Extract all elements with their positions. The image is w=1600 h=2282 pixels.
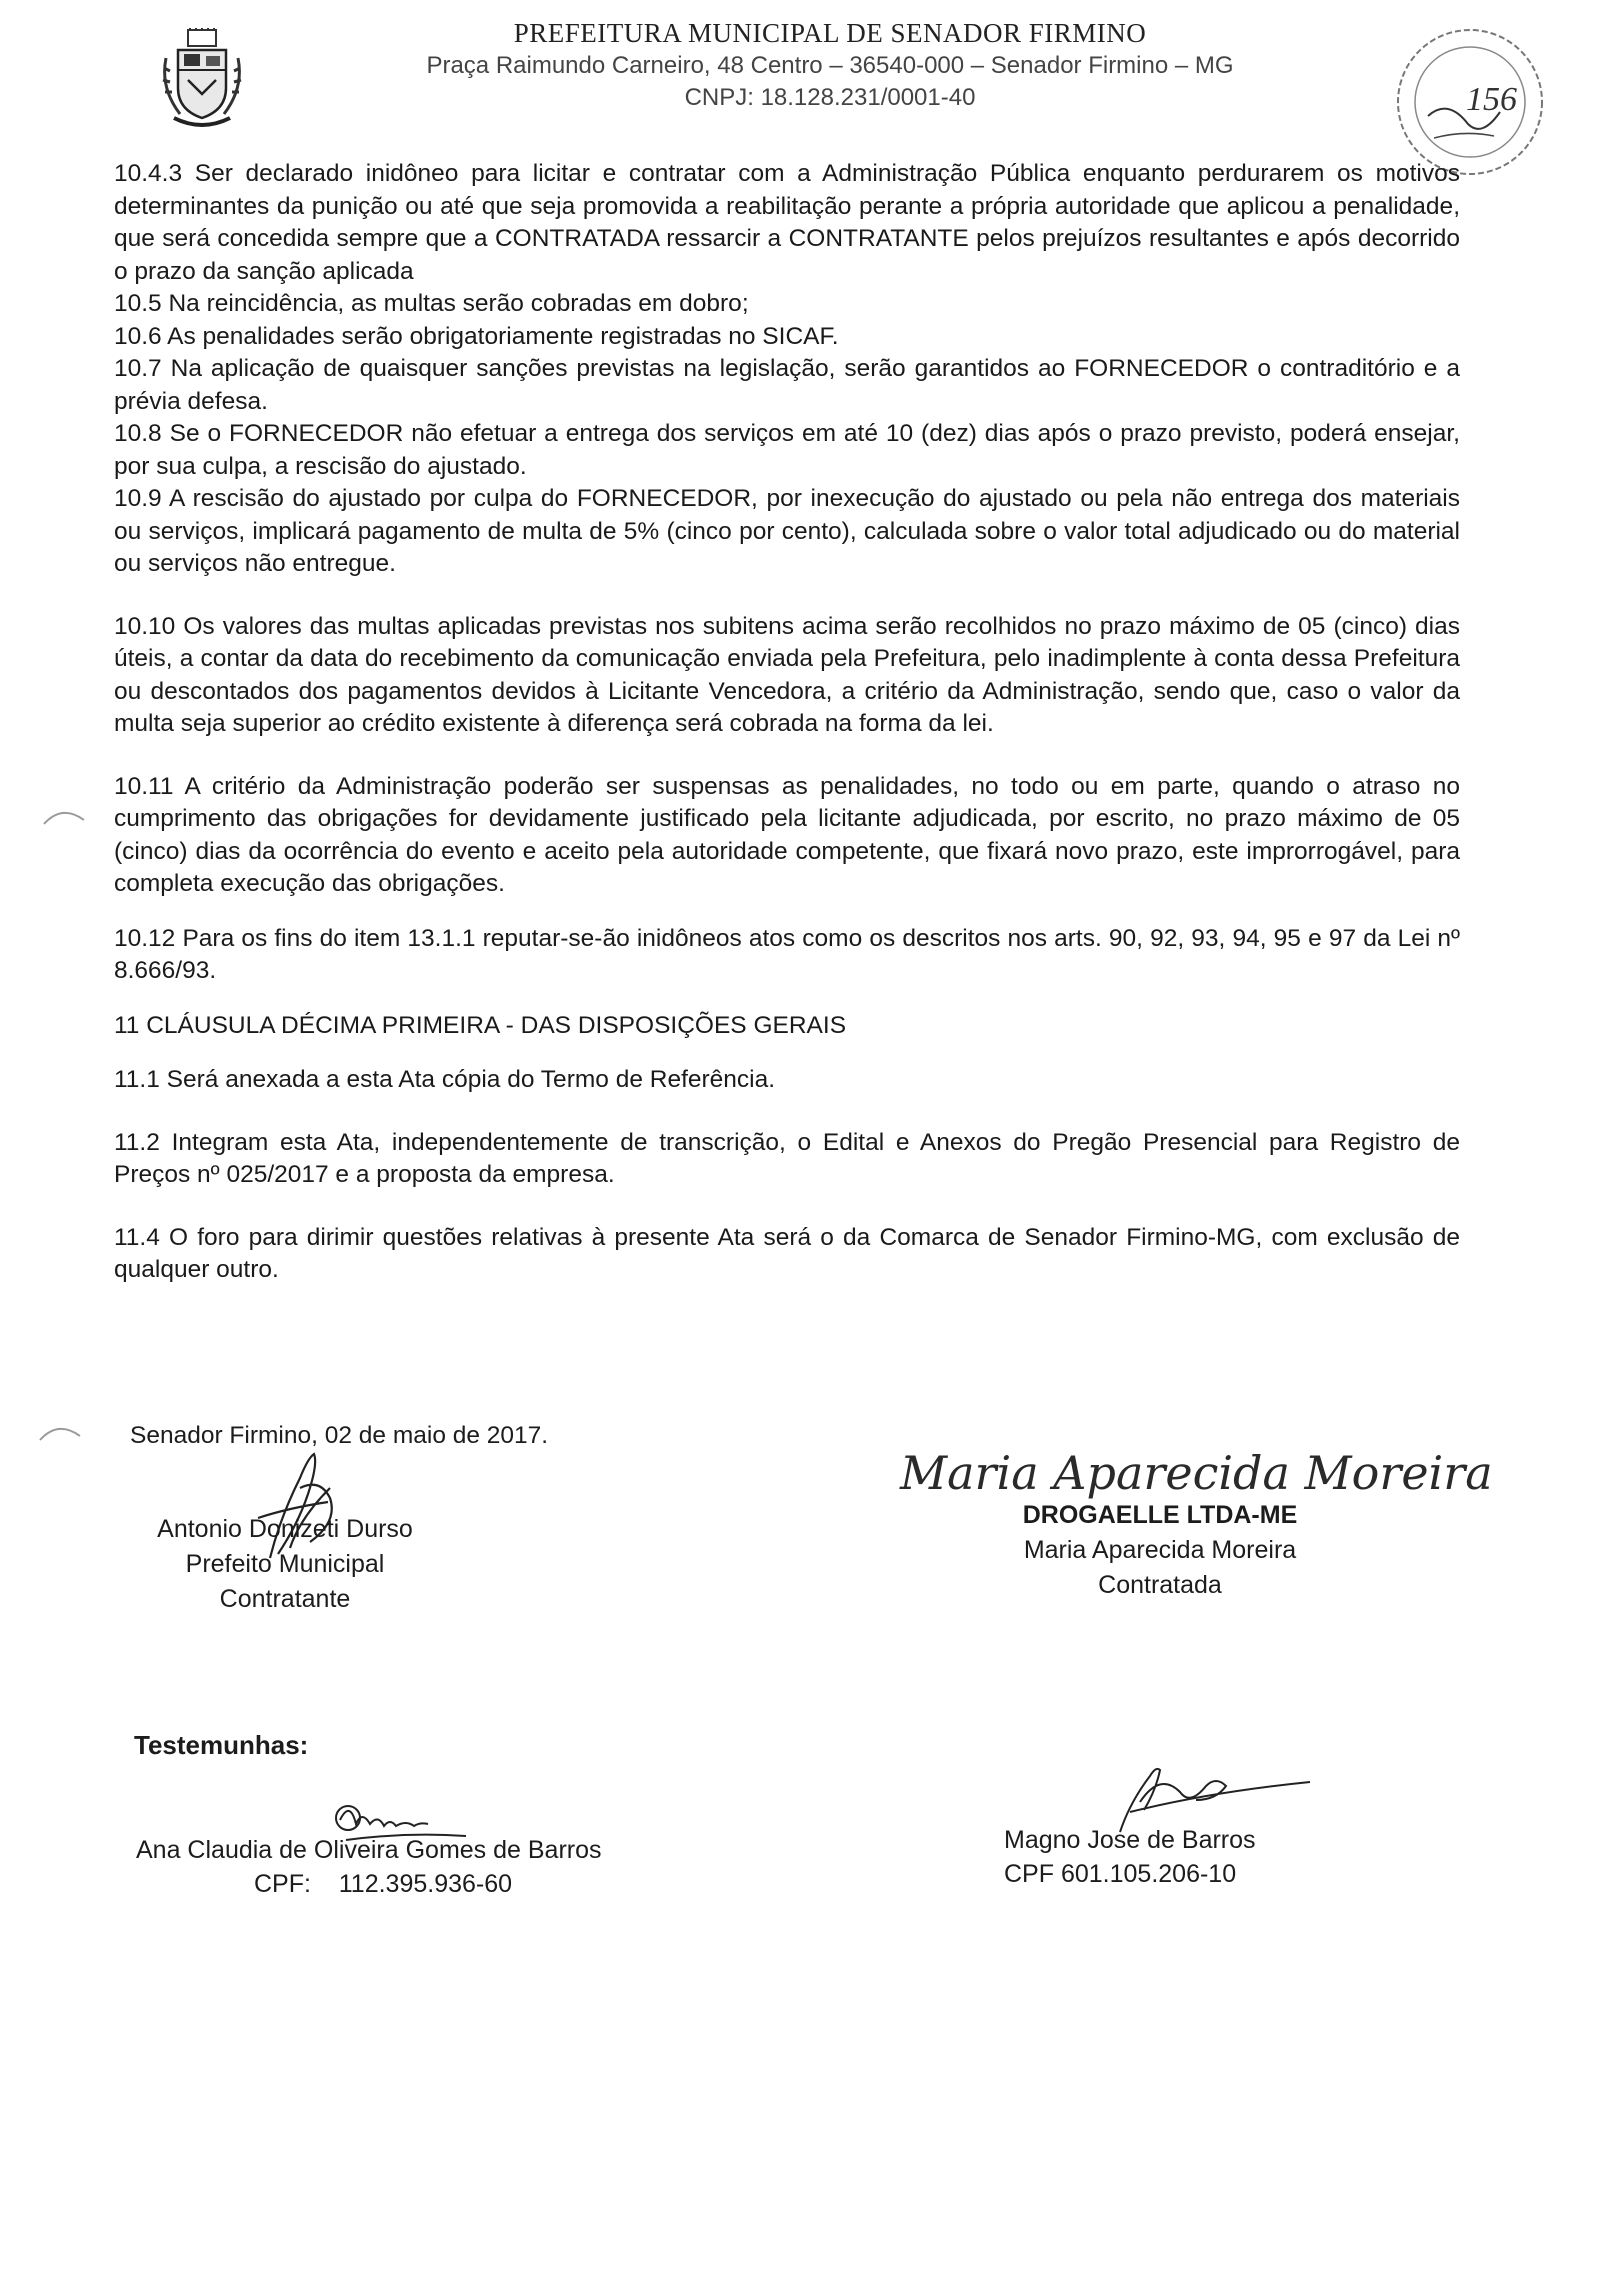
clause-11-1: 11.1 Será anexada a esta Ata cópia do Termo de Referência. [114,1066,776,1093]
cpf-number: 601.105.206-10 [1060,1860,1237,1888]
organization-address: Praça Raimundo Carneiro, 48 Centro – 36540-000 – Senador Firmino – MG [426,52,1234,79]
clause-10-12: 10.12 Para os fins do item 13.1.1 reputar-se-ão inidôneos atos como os descritos nos arts. 90, 92, 93, 94, 95 e 97 da Lei nº 8.666/93. [114,924,1460,984]
clause-10-11: 10.11 A critério da Administração poderão ser suspensas as penalidades, no todo ou em parte, quando o atraso no cumprimento das obrigações for devidamente justificado pela licitante adjudicada, por escrito, no prazo máximo de 05 (cinco) dias da ocorrência do evento e aceito pela autoridade competente, que fixará novo prazo, este improrrogável, para completa execução das obrigações. [114,772,1460,897]
clause-10-6: 10.6 As penalidades serão obrigatoriamente registradas no SICAF. [114,322,839,350]
organization-name: PREFEITURA MUNICIPAL DE SENADOR FIRMINO [513,18,1147,48]
clause-10-4-3: 10.4.3 Ser declarado inidôneo para licitar e contratar com a Administração Pública enquanto perdurarem os motivos determinantes da punição ou até que seja promovida a reabilitação perante a própria autoridade que aplicou a penalidade, que será concedida sempre que a CONTRATADA ressarcir a CONTRATANTE pelos prejuízos resultantes e após decorrido o prazo da sanção aplicada [114,160,1460,285]
clause-10-10: 10.10 Os valores das multas aplicadas previstas nos subitens acima serão recolhidos no prazo máximo de 05 (cinco) dias úteis, a contar da data do recebimento da comunicação enviada pela Prefeitura, pelo inadimplente à conta dessa Prefeitura ou descontados dos pagamentos devidos à Licitante Vencedora, a critério da Administração, sendo que, caso o valor da multa seja superior ao crédito existente à diferença será cobrada na forma da lei. [114,612,1460,737]
witnesses-heading: Testemunhas: [134,1730,309,1760]
witness-name: Ana Claudia de Oliveira Gomes de Barros [136,1836,602,1864]
witness-1 [136,1833,736,1901]
witness-name: Magno Jose de Barros [1004,1826,1256,1854]
company-name: DROGAELLE LTDA-ME [1022,1501,1298,1529]
clause-10-9: 10.9 A rescisão do ajustado por culpa do FORNECEDOR, por inexecução do ajustado ou pela não entrega dos materiais ou serviços, implicará pagamento de multa de 5% (cinco por cento), calculada sobre o valor total adjudicado ou do material ou serviços não entregue. [114,485,1460,577]
witness-2 [1004,1823,1384,1891]
cpf-label: CPF: [254,1870,311,1898]
clause-11-4: 11.4 O foro para dirimir questões relativas à presente Ata será o da Comarca de Senador Firmino-MG, com exclusão de qualquer outro. [114,1223,1460,1283]
witness-cpf [136,1867,736,1901]
clause-10-5: 10.5 Na reincidência, as multas serão cobradas em dobro; [114,290,749,317]
municipal-crest-icon [160,28,244,132]
contratada-signature: Maria Aparecida Moreira [900,1446,1493,1500]
signatory-party: Contratada [1098,1571,1222,1599]
margin-mark-icon [36,1416,86,1446]
clause-10-7: 10.7 Na aplicação de quaisquer sanções previstas na legislação, serão garantidos ao FORNECEDOR o contraditório e a prévia defesa. [114,355,1460,415]
document-body [114,158,1460,1287]
section-11-heading: 11 CLÁUSULA DÉCIMA PRIMEIRA - DAS DISPOSIÇÕES GERAIS [114,1011,847,1039]
signatory-name: Antonio Donizeti Durso [157,1515,413,1543]
cpf-number: 112.395.936-60 [338,1870,513,1898]
stamp-page-number: 156 [1466,81,1517,118]
letterhead [330,16,1330,114]
margin-mark-icon [40,800,90,830]
signatory-contratada [960,1498,1360,1603]
clause-10-8: 10.8 Se o FORNECEDOR não efetuar a entrega dos serviços em até 10 (dez) dias após o prazo previsto, poderá ensejar, por sua culpa, a rescisão do ajustado. [114,420,1460,480]
signatory-contratante [120,1512,450,1617]
place-and-date: Senador Firmino, 02 de maio de 2017. [130,1422,549,1449]
witness-cpf [1004,1857,1384,1891]
clause-11-2: 11.2 Integram esta Ata, independentemente de transcrição, o Edital e Anexos do Pregão Presencial para Registro de Preços nº 025/2017 e a proposta da empresa. [114,1128,1460,1188]
signatory-party: Contratante [219,1585,351,1613]
signatory-name: Maria Aparecida Moreira [1023,1536,1297,1564]
organization-cnpj: CNPJ: 18.128.231/0001-40 [684,84,976,111]
cpf-label: CPF [1004,1860,1054,1888]
signatory-role: Prefeito Municipal [185,1550,385,1578]
